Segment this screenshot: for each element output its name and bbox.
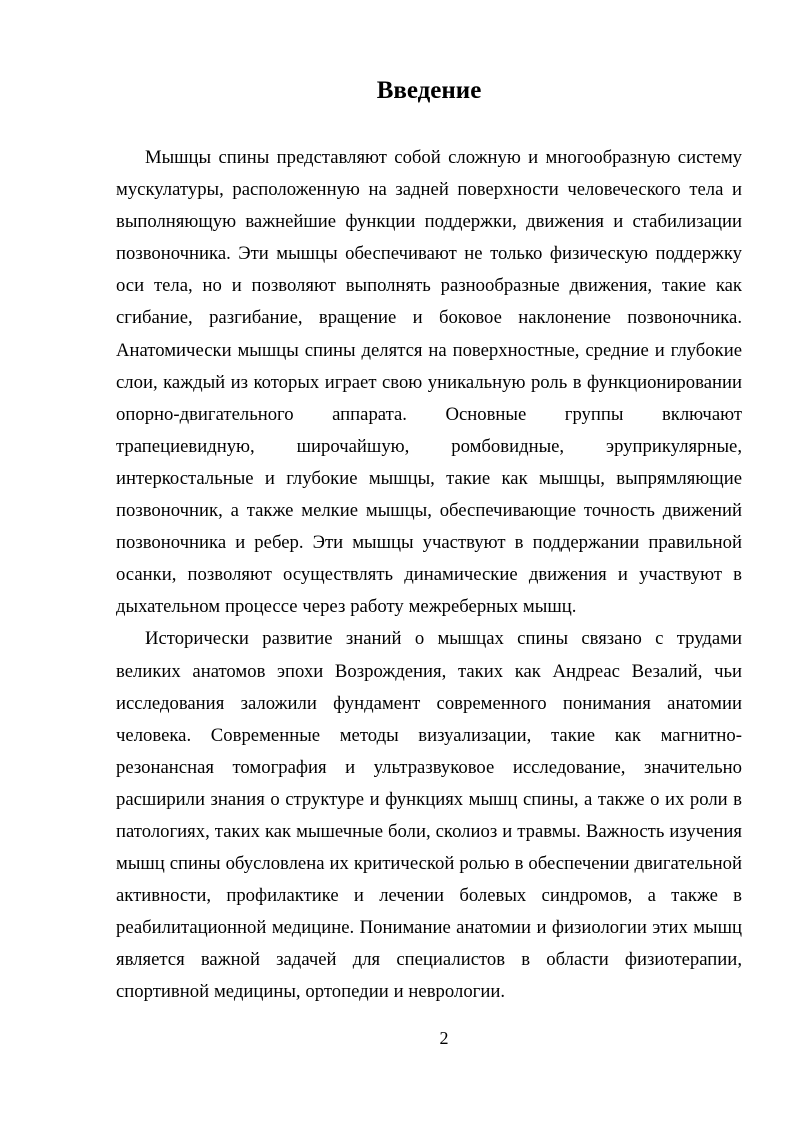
paragraph-introduction: Мышцы спины представляют собой сложную и многообразную систему мускулатуры, расположенную на задней поверхности человеческого тела и выполняющую важнейшие функции поддержки, движения и стабилизации позвоночника. Эти мышцы обеспечивают не только физическую поддержку оси тела, но и позволяют выполнять разнообразные движения, такие как сгибание, разгибание, вращение и боковое наклонение позвоночника. Анатомически мышцы спины делятся на поверхностные, средние и глубокие слои, каждый из которых играет свою уникальную роль в функционировании опорно-двигательного аппарата. Основные группы включают трапециевидную, широчайшую, ромбовидные, эруприкулярные, интеркостальные и глубокие мышцы, такие как мышцы, выпрямляющие позвоночник, а также мелкие мышцы, обеспечивающие точность движений позвоночника и ребер. Эти мышцы участвуют в поддержании правильной осанки, позволяют осуществлять динамические движения и участвуют в дыхательном процессе через работу межреберных мышц. (116, 147, 742, 618)
page-title: Введение (376, 77, 482, 104)
body-text (116, 142, 742, 1009)
paragraph-history: Исторически развитие знаний о мышцах спины связано с трудами великих анатомов эпохи Возрождения, таких как Андреас Везалий, чьи исследования заложили фундамент современного понимания анатомии человека. Современные методы визуализации, такие как магнитно-резонансная томография и ультразвуковое исследование, значительно расширили знания о структуре и функциях мышц спины, а также о их роли в патологиях, таких как мышечные боли, сколиоз и травмы. Важность изучения мышц спины обусловлена их критической ролью в обеспечении двигательной активности, профилактике и лечении болевых синдромов, а также в реабилитационной медицине. Понимание анатомии и физиологии этих мышц является важной задачей для специалистов в области физиотерапии, спортивной медицины, ортопедии и неврологии. (116, 628, 742, 1003)
page-number: 2 (439, 1028, 449, 1048)
